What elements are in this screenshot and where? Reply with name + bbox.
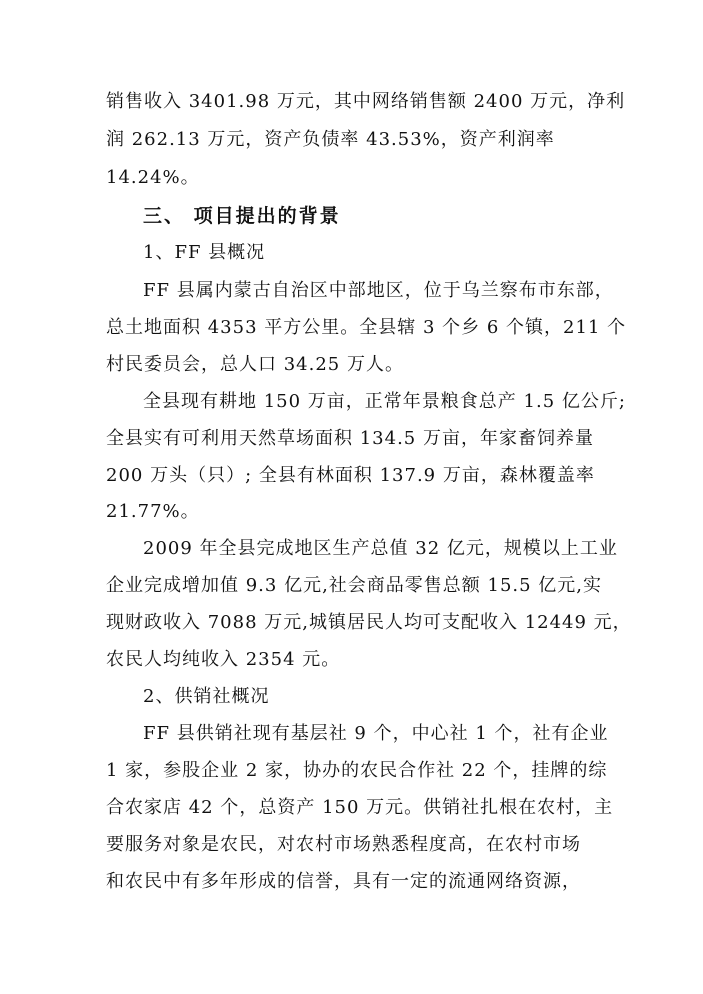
text-line: 和农民中有多年形成的信誉，具有一定的流通网络资源， — [106, 871, 581, 892]
section-heading: 三、 项目提出的背景 — [143, 205, 341, 227]
subsection-heading: 1、FF 县概况 — [143, 242, 266, 263]
text-line: 总土地面积 4353 平方公里。全县辖 3 个乡 6 个镇，211 个 — [106, 317, 627, 338]
text-line: 企业完成增加值 9.3 亿元,社会商品零售总额 15.5 亿元,实 — [106, 575, 603, 596]
text-line: FF 县供销社现有基层社 9 个，中心社 1 个，社有企业 — [143, 723, 609, 744]
subsection-heading: 2、供销社概况 — [143, 686, 270, 707]
text-line: 要服务对象是农民，对农村市场熟悉程度高，在农村市场 — [106, 834, 581, 855]
text-line: 200 万头（只）; 全县有林面积 137.9 万亩，森林覆盖率 — [106, 465, 595, 486]
text-line: 合农家店 42 个，总资产 150 万元。供销社扎根在农村，主 — [106, 797, 614, 818]
text-line: 全县现有耕地 150 万亩，正常年景粮食总产 1.5 亿公斤; — [143, 391, 626, 412]
text-line: 全县实有可利用天然草场面积 134.5 万亩，年家畜饲养量 — [106, 428, 594, 449]
text-line: 21.77%。 — [106, 501, 200, 522]
text-line: 销售收入 3401.98 万元，其中网络销售额 2400 万元，净利 — [106, 91, 626, 112]
text-line: 润 262.13 万元，资产负债率 43.53%，资产利润率 — [106, 129, 555, 150]
text-line: 村民委员会，总人口 34.25 万人。 — [106, 354, 404, 375]
text-line: 2009 年全县完成地区生产总值 32 亿元，规模以上工业 — [143, 538, 618, 559]
text-line: 农民人均纯收入 2354 元。 — [106, 649, 341, 670]
text-line: 14.24%。 — [106, 167, 200, 188]
text-line: 1 家，参股企业 2 家，协办的农民合作社 22 个，挂牌的综 — [106, 760, 608, 781]
text-line: FF 县属内蒙古自治区中部地区，位于乌兰察布市东部， — [143, 280, 614, 301]
text-line: 现财政收入 7088 万元,城镇居民人均可支配收入 12449 元， — [106, 612, 632, 633]
